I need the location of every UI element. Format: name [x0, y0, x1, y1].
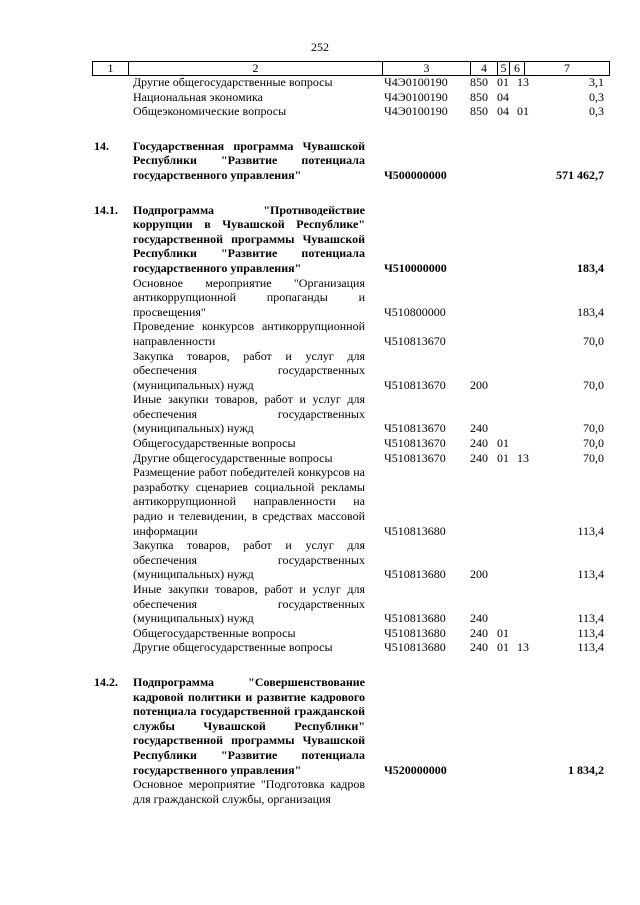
table-row	[0, 436, 640, 451]
table-row	[0, 104, 640, 119]
row-section: 01	[497, 625, 509, 640]
table-row	[0, 75, 640, 90]
column-header-1: 1	[93, 62, 129, 76]
row-subsection: 01	[517, 104, 529, 119]
row-expense-type: 240	[470, 625, 488, 640]
row-amount: 113,4	[577, 625, 604, 640]
row-amount: 113,4	[577, 640, 604, 655]
row-spacer	[0, 183, 640, 203]
row-name: Национальная экономика	[133, 89, 263, 104]
table-row	[0, 139, 640, 183]
row-subsection: 13	[517, 640, 529, 655]
row-name: Общегосударственные вопросы	[133, 625, 296, 640]
table-row	[0, 538, 640, 582]
budget-table-body	[0, 75, 640, 806]
row-section: 01	[497, 75, 509, 89]
row-spacer	[0, 655, 640, 675]
row-target-code: Ч4Э0100190	[384, 75, 448, 89]
row-target-code: Ч510813680	[384, 640, 446, 655]
table-row	[0, 276, 640, 320]
column-header-6: 6	[510, 62, 525, 76]
row-expense-type: 240	[470, 640, 488, 655]
row-name: Закупка товаров, работ и услуг для обеспечения государственных (муниципальных) нужд	[133, 538, 365, 582]
row-subsection: 13	[517, 75, 529, 89]
row-expense-type: 850	[470, 89, 488, 104]
table-row	[0, 640, 640, 655]
row-name: Другие общегосударственные вопросы	[133, 640, 333, 655]
row-number: 14.1.	[94, 202, 118, 217]
row-section: 04	[497, 104, 509, 119]
row-name: Основное мероприятие "Организация антикоррупционной пропаганды и просвещения"	[133, 275, 365, 319]
column-header-5: 5	[498, 62, 510, 76]
row-section: 01	[497, 640, 509, 655]
row-amount: 571 462,7	[556, 167, 604, 182]
row-amount: 113,4	[577, 567, 604, 582]
row-expense-type: 850	[470, 104, 488, 119]
row-subsection: 13	[517, 450, 529, 465]
column-header-3: 3	[383, 62, 471, 76]
row-target-code: Ч510813670	[384, 436, 446, 451]
table-row	[0, 675, 640, 777]
row-target-code: Ч510813670	[384, 377, 446, 392]
row-name: Общегосударственные вопросы	[133, 436, 296, 451]
row-name: Другие общегосударственные вопросы	[133, 75, 333, 89]
row-amount: 183,4	[577, 260, 604, 275]
table-row	[0, 203, 640, 276]
row-target-code: Ч4Э0100190	[384, 89, 448, 104]
table-row	[0, 349, 640, 393]
row-target-code: Ч510813680	[384, 523, 446, 538]
row-amount: 183,4	[577, 304, 604, 319]
row-expense-type: 240	[470, 611, 488, 626]
row-amount: 70,0	[583, 377, 604, 392]
table-row	[0, 451, 640, 466]
row-expense-type: 240	[470, 450, 488, 465]
row-amount: 70,0	[583, 450, 604, 465]
row-target-code: Ч510813670	[384, 450, 446, 465]
table-row	[0, 319, 640, 348]
row-number: 14.2.	[94, 674, 118, 689]
row-name: Основное мероприятие "Подготовка кадров для гражданской службы, организация	[133, 777, 365, 806]
row-section: 01	[497, 450, 509, 465]
row-name: Иные закупки товаров, работ и услуг для обеспечения государственных (муниципальных) нужд	[133, 392, 365, 436]
row-target-code: Ч500000000	[384, 167, 447, 182]
row-amount: 113,4	[577, 523, 604, 538]
row-expense-type: 240	[470, 421, 488, 436]
row-name: Закупка товаров, работ и услуг для обеспечения государственных (муниципальных) нужд	[133, 348, 365, 392]
row-expense-type: 200	[470, 377, 488, 392]
table-row	[0, 392, 640, 436]
row-amount: 70,0	[583, 421, 604, 436]
row-amount: 3,1	[589, 75, 604, 89]
row-amount: 0,3	[589, 104, 604, 119]
row-target-code: Ч510813680	[384, 611, 446, 626]
column-header-7: 7	[525, 62, 610, 76]
row-target-code: Ч510813680	[384, 625, 446, 640]
row-name: Общеэкономические вопросы	[133, 104, 287, 119]
table-row	[0, 582, 640, 626]
row-section: 01	[497, 436, 509, 451]
row-amount: 70,0	[583, 436, 604, 451]
row-name: Подпрограмма "Совершенствование кадровой политики и развитие кадрового потенциала государственной гражданской службы Чувашской Республики" государственной программы Чувашской Республики "Развитие потенциала государственного управления"	[133, 674, 365, 777]
row-target-code: Ч510813670	[384, 421, 446, 436]
row-expense-type: 240	[470, 436, 488, 451]
table-row	[0, 90, 640, 105]
row-target-code: Ч510813680	[384, 567, 446, 582]
row-target-code: Ч510000000	[384, 260, 447, 275]
row-target-code: Ч510800000	[384, 304, 446, 319]
row-target-code: Ч510813670	[384, 333, 446, 348]
row-amount: 0,3	[589, 89, 604, 104]
row-name: Подпрограмма "Противодействие коррупции в Чувашской Республике" государственной программы Чувашской Республики "Развитие потенциала государственного управления"	[133, 202, 365, 275]
row-amount: 1 834,2	[568, 762, 604, 777]
column-header-4: 4	[471, 62, 498, 76]
table-row	[0, 777, 640, 806]
row-number: 14.	[94, 138, 109, 153]
row-name: Проведение конкурсов антикоррупционной направленности	[133, 319, 365, 348]
row-name: Размещение работ победителей конкурсов на разработку сценариев социальной рекламы антикоррупционной направленности на радио и телевидении, в средствах массовой информации	[133, 465, 365, 538]
row-amount: 70,0	[583, 333, 604, 348]
page-number: 252	[311, 40, 329, 54]
row-section: 04	[497, 89, 509, 104]
row-expense-type: 850	[470, 75, 488, 89]
column-header-row	[92, 61, 610, 76]
row-target-code: Ч520000000	[384, 762, 447, 777]
row-target-code: Ч4Э0100190	[384, 104, 448, 119]
row-amount: 113,4	[577, 611, 604, 626]
row-name: Другие общегосударственные вопросы	[133, 450, 333, 465]
table-row	[0, 626, 640, 641]
row-name: Государственная программа Чувашской Республики "Развитие потенциала государственного управления"	[133, 138, 365, 182]
table-row	[0, 465, 640, 538]
row-expense-type: 200	[470, 567, 488, 582]
row-spacer	[0, 119, 640, 139]
row-name: Иные закупки товаров, работ и услуг для обеспечения государственных (муниципальных) нужд	[133, 582, 365, 626]
column-header-2: 2	[129, 62, 383, 76]
